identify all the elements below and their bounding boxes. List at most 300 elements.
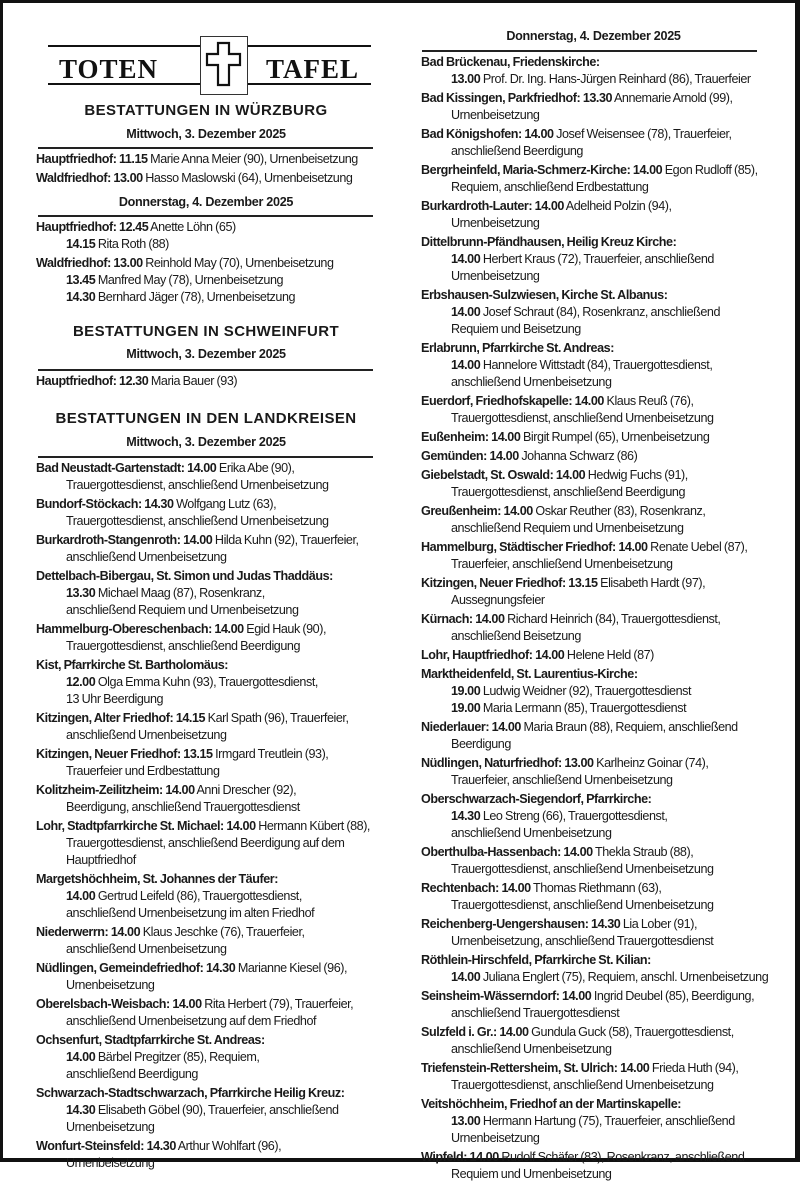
- details: anschließend Urnenbeisetzung im alten Friedhof: [66, 906, 315, 920]
- entry-line: [36, 871, 370, 888]
- list-item: [421, 952, 768, 986]
- details: Requiem und Beisetzung: [451, 322, 581, 336]
- details: Marie Anna Meier (90), Urnenbeisetzung: [150, 152, 358, 166]
- place: Oberelsbach-Weisbach:: [36, 997, 170, 1011]
- entry-line: [421, 467, 768, 484]
- list-item: [421, 393, 768, 427]
- time: 14.00: [187, 461, 217, 475]
- entry-line: [421, 321, 768, 338]
- entry-line: [421, 933, 768, 950]
- entry-line: [421, 304, 768, 321]
- entry-line: [421, 374, 768, 391]
- time: 14.00: [489, 449, 519, 463]
- details: Trauergottesdienst, anschließend Beerdigung: [66, 639, 301, 653]
- entry-line: [36, 835, 370, 852]
- entry-line: [421, 143, 768, 160]
- details: Trauerfeier und Erdbestattung: [66, 764, 220, 778]
- entry-line: [421, 429, 768, 446]
- entry-line: [421, 1005, 768, 1022]
- details: Karl Spath (96), Trauerfeier,: [207, 711, 349, 725]
- divider: [422, 50, 757, 52]
- list-item: [421, 916, 768, 950]
- time: 14.00: [183, 533, 213, 547]
- entry-line: [421, 592, 768, 609]
- entry-line: [36, 799, 370, 816]
- place: Lohr, Hauptfriedhof:: [421, 648, 533, 662]
- entry-line: [421, 1041, 768, 1058]
- entry-line: [421, 410, 768, 427]
- list-item: [421, 719, 768, 753]
- list-item: [421, 1096, 768, 1147]
- place: Niederlauer:: [421, 720, 490, 734]
- place: Kitzingen, Alter Friedhof:: [36, 711, 174, 725]
- entry-line: [36, 496, 370, 513]
- details: Rita Roth (88): [97, 237, 169, 251]
- time: 14.00: [535, 648, 565, 662]
- place: Wonfurt-Steinsfeld:: [36, 1139, 145, 1153]
- entry-line: [421, 844, 768, 861]
- entry-line: [421, 340, 768, 357]
- place: Bad Neustadt-Gartenstadt:: [36, 461, 185, 475]
- details: Rita Herbert (79), Trauerfeier,: [204, 997, 354, 1011]
- list-item: [421, 647, 768, 664]
- list-item: [421, 162, 768, 196]
- place: Bundorf-Stöckach:: [36, 497, 142, 511]
- list-item: [36, 960, 370, 994]
- time: 14.00: [66, 889, 96, 903]
- details: Maria Braun (88), Requiem, anschließend: [523, 720, 738, 734]
- details: Birgit Rumpel (65), Urnenbeisetzung: [522, 430, 710, 444]
- time: 14.00: [226, 819, 256, 833]
- list-item: [36, 496, 370, 530]
- place: Hammelburg, Städtischer Friedhof:: [421, 540, 616, 554]
- list-item: [421, 429, 768, 446]
- place: Nüdlingen, Gemeindefriedhof:: [36, 961, 204, 975]
- details: Urnenbeisetzung, anschließend Trauergottesdienst: [451, 934, 714, 948]
- details: Thomas Riethmann (63),: [533, 881, 662, 895]
- place: Waldfriedhof:: [36, 256, 111, 270]
- details: Trauergottesdienst, anschließend Urnenbeisetzung: [451, 411, 714, 425]
- entry-line: [421, 791, 768, 808]
- details: Helene Held (87): [566, 648, 654, 662]
- list-item: [421, 755, 768, 789]
- time: 14.00: [451, 252, 481, 266]
- details: Requiem, anschließend Erdbestattung: [451, 180, 649, 194]
- details: anschließend Beisetzung: [451, 629, 581, 643]
- list-item: [36, 924, 370, 958]
- list-item: [421, 234, 768, 285]
- place: Bad Königshofen:: [421, 127, 522, 141]
- entry-line: [421, 215, 768, 232]
- place: Margetshöchheim, St. Johannes der Täufer:: [36, 872, 278, 886]
- place: Oberschwarzach-Siegendorf, Pfarrkirche:: [421, 792, 652, 806]
- entry-line: [421, 448, 768, 465]
- time: 13.00: [113, 256, 143, 270]
- place: Ochsenfurt, Stadtpfarrkirche St. Andreas:: [36, 1033, 265, 1047]
- entry-line: [421, 611, 768, 628]
- details: Thekla Straub (88),: [595, 845, 694, 859]
- list-item: [421, 611, 768, 645]
- entry-line: [36, 549, 370, 566]
- entry-line: [421, 126, 768, 143]
- entry-line: [421, 700, 768, 717]
- details: Trauergottesdienst, anschließend Beerdigung: [451, 485, 686, 499]
- details: anschließend Urnenbeisetzung auf dem Friedhof: [66, 1014, 317, 1028]
- section-title-landkreise: BESTATTUNGEN IN DEN LANDKREISEN: [55, 410, 357, 427]
- list-item: [421, 539, 768, 573]
- place: Hauptfriedhof:: [36, 374, 117, 388]
- list-item: [421, 844, 768, 878]
- details: Urnenbeisetzung: [451, 108, 540, 122]
- details: Egon Rudloff (85),: [664, 163, 758, 177]
- entry-line: [36, 941, 370, 958]
- entry-line: [36, 905, 370, 922]
- divider: [38, 147, 373, 149]
- entry-line: [421, 988, 768, 1005]
- place: Giebelstadt, St. Oswald:: [421, 468, 554, 482]
- entry-line: [36, 852, 370, 869]
- entry-line: [36, 1155, 370, 1172]
- details: Bärbel Pregitzer (85), Requiem,: [97, 1050, 260, 1064]
- list-item: [36, 621, 370, 655]
- entry-line: [36, 1032, 370, 1049]
- place: Kist, Pfarrkirche St. Bartholomäus:: [36, 658, 228, 672]
- details: anschließend Urnenbeisetzung: [66, 550, 227, 564]
- list-item: [36, 1032, 370, 1083]
- time: 14.00: [172, 997, 202, 1011]
- details: Urnenbeisetzung: [66, 1120, 155, 1134]
- entry-line: [421, 1166, 768, 1183]
- entry-line: [421, 1024, 768, 1041]
- place: Euerdorf, Friedhofskapelle:: [421, 394, 573, 408]
- date-heading: Mittwoch, 3. Dezember 2025: [126, 347, 286, 361]
- entry-line: [421, 54, 768, 71]
- list-item: [36, 818, 370, 869]
- details: Josef Schraut (84), Rosenkranz, anschließend: [482, 305, 721, 319]
- entry-line: [36, 924, 370, 941]
- time: 14.00: [501, 881, 531, 895]
- place: Kitzingen, Neuer Friedhof:: [36, 747, 181, 761]
- details: Reinhold May (70), Urnenbeisetzung: [145, 256, 334, 270]
- entry-line: [421, 503, 768, 520]
- details: Trauergottesdienst, anschließend Urnenbeisetzung: [451, 1078, 714, 1092]
- time: 13.30: [582, 91, 613, 105]
- entry-line: [36, 996, 370, 1013]
- list-item: [421, 448, 768, 465]
- entry-line: [36, 727, 370, 744]
- details: Josef Weisensee (78), Trauerfeier,: [556, 127, 732, 141]
- time: 14.00: [214, 622, 244, 636]
- entry-line: [421, 539, 768, 556]
- entry-line: [421, 107, 768, 124]
- details: Herbert Kraus (72), Trauerfeier, anschließend: [482, 252, 714, 266]
- details: Hedwig Fuchs (91),: [587, 468, 688, 482]
- place: Triefenstein-Rettersheim, St. Ulrich:: [421, 1061, 618, 1075]
- place: Wipfeld:: [421, 1150, 467, 1164]
- place: Gemünden:: [421, 449, 487, 463]
- place: Sulzfeld i. Gr.:: [421, 1025, 497, 1039]
- details: Trauergottesdienst, anschließend Urnenbeisetzung: [451, 862, 714, 876]
- details: Karlheinz Goinar (74),: [596, 756, 709, 770]
- entries-schweinfurt: [36, 373, 237, 392]
- entry-line: [421, 268, 768, 285]
- details: Beerdigung, anschließend Trauergottesdienst: [66, 800, 300, 814]
- entry-line: [421, 1113, 768, 1130]
- time: 13.30: [66, 586, 96, 600]
- details: Oskar Reuther (83), Rosenkranz,: [535, 504, 706, 518]
- entry-line: [36, 568, 370, 585]
- time: 14.30: [66, 290, 96, 304]
- entry-line: [36, 960, 370, 977]
- list-item: [421, 287, 768, 338]
- time: 12.30: [119, 374, 149, 388]
- details: Richard Heinrich (84), Trauergottesdienst,: [507, 612, 721, 626]
- details: Bernhard Jäger (78), Urnenbeisetzung: [97, 290, 296, 304]
- time: 14.30: [591, 917, 621, 931]
- totentafel-logo: [48, 45, 371, 95]
- entry-line: [421, 1077, 768, 1094]
- details: Leo Streng (66), Trauergottesdienst,: [482, 809, 668, 823]
- entry-line: [421, 484, 768, 501]
- time: 14.00: [534, 199, 564, 213]
- entry-line: [421, 357, 768, 374]
- entry-line: [421, 520, 768, 537]
- divider: [38, 215, 373, 217]
- list-item: [36, 871, 370, 922]
- cross-icon: [200, 36, 248, 95]
- entry-line: [421, 755, 768, 772]
- details: Aussegnungsfeier: [451, 593, 545, 607]
- section-title-wuerzburg: BESTATTUNGEN IN WÜRZBURG: [84, 102, 328, 119]
- time: 12.00: [66, 675, 96, 689]
- details: Erika Abe (90),: [218, 461, 295, 475]
- details: anschließend Trauergottesdienst: [451, 1006, 620, 1020]
- time: 14.00: [562, 989, 592, 1003]
- entry-line: [421, 287, 768, 304]
- details: Manfred May (78), Urnenbeisetzung: [97, 273, 284, 287]
- details: Hannelore Wittstadt (84), Trauergottesdienst,: [482, 358, 713, 372]
- details: Juliana Englert (75), Requiem, anschl. Urnenbeisetzung: [482, 970, 769, 984]
- details: Trauerfeier, anschließend Urnenbeisetzung: [451, 557, 673, 571]
- list-item: [36, 996, 370, 1030]
- place: Kürnach:: [421, 612, 473, 626]
- time: 14.00: [620, 1061, 650, 1075]
- details: Elisabeth Hardt (97),: [600, 576, 706, 590]
- list-item: [36, 170, 358, 187]
- details: Gundula Guck (58), Trauergottesdienst,: [531, 1025, 734, 1039]
- entry-line: [36, 621, 370, 638]
- time: 14.00: [451, 970, 481, 984]
- place: Kolitzheim-Zeilitzheim:: [36, 783, 163, 797]
- details: anschließend Beerdigung: [66, 1067, 198, 1081]
- time: 14.30: [146, 1139, 176, 1153]
- entry-line: [36, 1085, 370, 1102]
- list-item: [421, 126, 768, 160]
- entry-line: [36, 977, 370, 994]
- time: 14.30: [451, 809, 481, 823]
- list-item: [421, 467, 768, 501]
- time: 14.00: [110, 925, 141, 939]
- list-item: [36, 460, 370, 494]
- time: 14.30: [66, 1103, 96, 1117]
- entry-line: [36, 782, 370, 799]
- details: Prof. Dr. Ing. Hans-Jürgen Reinhard (86), Trauerfeier: [482, 72, 751, 86]
- entry-line: [36, 532, 370, 549]
- entry-line: [421, 808, 768, 825]
- details: anschließend Urnenbeisetzung: [451, 1042, 612, 1056]
- place: Nüdlingen, Naturfriedhof:: [421, 756, 562, 770]
- place: Veitshöchheim, Friedhof an der Martinskapelle:: [421, 1097, 682, 1111]
- details: anschließend Urnenbeisetzung: [66, 942, 227, 956]
- list-item: [421, 791, 768, 842]
- details: Urnenbeisetzung: [451, 216, 540, 230]
- time: 14.00: [475, 612, 505, 626]
- entry-line: [421, 969, 768, 986]
- entry-line: [421, 1149, 768, 1166]
- entry-line: [36, 818, 370, 835]
- entry-line: [421, 179, 768, 196]
- entry-line: [36, 585, 370, 602]
- details: Anette Löhn (65): [150, 220, 236, 234]
- details: Trauergottesdienst, anschließend Beerdigung auf dem: [66, 836, 345, 850]
- time: 14.00: [555, 468, 586, 482]
- time: 14.00: [503, 504, 533, 518]
- details: Urnenbeisetzung: [451, 1131, 540, 1145]
- details: Klaus Jeschke (76), Trauerfeier,: [142, 925, 305, 939]
- entry-line: [421, 916, 768, 933]
- list-item: [36, 657, 370, 708]
- place: Oberthulba-Hassenbach:: [421, 845, 561, 859]
- entry-line: [36, 1066, 370, 1083]
- details: Marianne Kiesel (96),: [237, 961, 348, 975]
- details: Anni Drescher (92),: [196, 783, 297, 797]
- list-item: [421, 340, 768, 391]
- place: Dettelbach-Bibergau, St. Simon und Judas Thaddäus:: [36, 569, 333, 583]
- entry-line: [421, 628, 768, 645]
- entry-line: [36, 460, 370, 477]
- list-item: [36, 151, 358, 168]
- place: Rechtenbach:: [421, 881, 499, 895]
- details: Arthur Wohlfart (96),: [177, 1139, 282, 1153]
- section-title-schweinfurt: BESTATTUNGEN IN SCHWEINFURT: [72, 323, 340, 340]
- place: Bergrheinfeld, Maria-Schmerz-Kirche:: [421, 163, 631, 177]
- time: 14.00: [563, 845, 593, 859]
- entry-line: [36, 602, 370, 619]
- details: Maria Bauer (93): [150, 374, 238, 388]
- time: 13.15: [183, 747, 213, 761]
- entry-line: [421, 683, 768, 700]
- list-item: [36, 568, 370, 619]
- time: 19.00: [451, 684, 481, 698]
- list-item: [421, 54, 768, 88]
- details: Irmgard Treutlein (93),: [215, 747, 329, 761]
- list-item: [36, 219, 334, 253]
- time: 14.00: [491, 430, 521, 444]
- time: 13.00: [451, 72, 481, 86]
- entries-wuerzburg-wed: [36, 151, 358, 189]
- details: 13 Uhr Beerdigung: [66, 692, 164, 706]
- place: Seinsheim-Wässerndorf:: [421, 989, 560, 1003]
- entry-line: [36, 657, 370, 674]
- entry-line: [36, 477, 370, 494]
- place: Greußenheim:: [421, 504, 501, 518]
- place: Kitzingen, Neuer Friedhof:: [421, 576, 566, 590]
- time: 14.00: [524, 127, 554, 141]
- details: Maria Lermann (85), Trauergottesdienst: [482, 701, 687, 715]
- list-item: [36, 255, 334, 306]
- entry-line: [36, 1102, 370, 1119]
- list-item: [421, 988, 768, 1022]
- entry-line: [421, 897, 768, 914]
- entry-line: [36, 746, 370, 763]
- list-item: [36, 710, 370, 744]
- time: 14.00: [451, 305, 481, 319]
- place: Erbshausen-Sulzwiesen, Kirche St. Albanus:: [421, 288, 668, 302]
- details: Trauergottesdienst, anschließend Urnenbeisetzung: [66, 514, 329, 528]
- details: Lia Lober (91),: [622, 917, 698, 931]
- place: Waldfriedhof:: [36, 171, 111, 185]
- time: 13.00: [451, 1114, 481, 1128]
- place: Röthlein-Hirschfeld, Pfarrkirche St. Kilian:: [421, 953, 651, 967]
- entry-line: [36, 1049, 370, 1066]
- list-item: [36, 532, 370, 566]
- entries-landkreise-thu: [421, 54, 768, 1185]
- date-heading: Mittwoch, 3. Dezember 2025: [126, 435, 286, 449]
- entry-line: [421, 666, 768, 683]
- list-item: [36, 746, 370, 780]
- list-item: [421, 880, 768, 914]
- logo-word-toten: TOTEN: [59, 54, 159, 84]
- place: Lohr, Stadtpfarrkirche St. Michael:: [36, 819, 224, 833]
- time: 14.00: [66, 1050, 96, 1064]
- entry-line: [36, 513, 370, 530]
- date-heading: Mittwoch, 3. Dezember 2025: [126, 127, 286, 141]
- entry-line: [421, 861, 768, 878]
- entries-landkreise-wed: [36, 460, 370, 1174]
- details: anschließend Requiem und Urnenbeisetzung: [451, 521, 684, 535]
- time: 12.45: [119, 220, 149, 234]
- place: Niederwerrn:: [36, 925, 109, 939]
- details: Trauergottesdienst, anschließend Urnenbeisetzung: [451, 898, 714, 912]
- list-item: [36, 373, 237, 390]
- details: anschließend Requiem und Urnenbeisetzung: [66, 603, 299, 617]
- details: Frieda Huth (94),: [651, 1061, 739, 1075]
- entry-line: [36, 763, 370, 780]
- entry-line: [421, 1060, 768, 1077]
- details: Urnenbeisetzung: [66, 1156, 155, 1170]
- time: 11.15: [119, 152, 148, 166]
- entry-line: [421, 825, 768, 842]
- entry-line: [36, 1119, 370, 1136]
- list-item: [421, 1060, 768, 1094]
- entry-line: [421, 251, 768, 268]
- entry-line: [36, 1013, 370, 1030]
- entry-line: [421, 952, 768, 969]
- time: 14.00: [632, 163, 663, 177]
- entry-line: [36, 674, 370, 691]
- time: 13.15: [568, 576, 598, 590]
- details: Michael Maag (87), Rosenkranz,: [97, 586, 265, 600]
- list-item: [421, 1149, 768, 1183]
- entry-line: [421, 736, 768, 753]
- entry-line: [36, 691, 370, 708]
- list-item: [421, 1024, 768, 1058]
- details: Trauergottesdienst, anschließend Urnenbeisetzung: [66, 478, 329, 492]
- details: Adelheid Polzin (94),: [565, 199, 672, 213]
- time: 14.00: [618, 540, 648, 554]
- time: 14.00: [574, 394, 604, 408]
- details: anschließend Urnenbeisetzung: [451, 375, 612, 389]
